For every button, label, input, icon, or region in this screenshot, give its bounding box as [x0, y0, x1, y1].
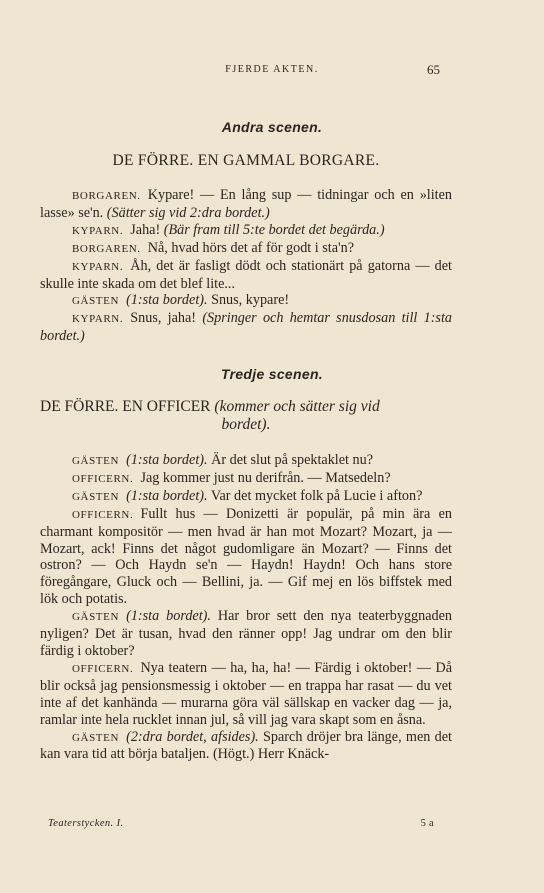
dialogue-line	[40, 660, 452, 729]
stage-direction: (1:sta bordet).	[126, 608, 211, 625]
dialogue-line	[40, 488, 452, 506]
dialogue-line	[40, 292, 452, 310]
stage-direction: (Springer och hemtar snusdosan till 1:sta bordet.)	[40, 310, 452, 345]
line-text-after: Sparch dröjer bra länge, men det kan vara tid att börja bataljen. (Högt.) Herr Knäck-	[40, 728, 452, 763]
line-text-after: Har bror sett den nya teaterbyggnaden nyligen? Det är tusan, hvad den ränner opp! Jag undrar om den blir färdig i oktober?	[40, 608, 452, 659]
page-number: 65	[427, 62, 440, 77]
dialogue-line	[40, 240, 452, 258]
line-text: Åh, det är fasligt dödt och stationärt på gatorna — det skulle inte skada om det blef lite...	[40, 257, 452, 292]
speaker-name: GÄSTEN	[72, 490, 119, 503]
speaker-name: OFFICERN.	[72, 472, 134, 485]
scene-heading-characters: DE FÖRRE. EN OFFICER	[40, 398, 215, 415]
page-footer	[48, 818, 448, 834]
scene-heading-direction-cont: bordet).	[221, 416, 271, 433]
footer-signature: Teaterstycken. I.	[48, 818, 124, 829]
dialogue-line	[40, 506, 452, 608]
dialogue-line	[40, 222, 452, 240]
stage-direction: (Sätter sig vid 2:dra bordet.)	[106, 204, 270, 221]
speaker-name: OFFICERN.	[72, 662, 134, 675]
speaker-name: BORGAREN.	[72, 242, 141, 255]
footer-sheet-mark: 5 a	[420, 818, 434, 829]
scene-heading-andra: DE FÖRRE. EN GAMMAL BORGARE.	[112, 152, 380, 169]
line-text: Jaha!	[130, 221, 164, 238]
line-text: Snus, jaha!	[130, 310, 203, 327]
line-text-after: Är det slut på spektaklet nu?	[207, 452, 374, 468]
stage-direction: (1:sta bordet).	[126, 452, 208, 468]
stage-direction: (2:dra bordet, afsides).	[126, 728, 259, 745]
scene-title-andra: Andra scenen.	[221, 119, 323, 135]
scene-title-tredje: Tredje scenen.	[221, 366, 323, 382]
dialogue-line	[40, 258, 452, 293]
stage-direction: (1:sta bordet).	[126, 292, 208, 309]
line-text: Fullt hus — Donizetti är populär, på min ära en charmant kompositör — men hvad är han mot Mozart? Mozart, ja — Mozart, ack! Finns det något gudomligare än Mozart? — Finns det ostron? — Och Haydn se'n — Haydn! Haydn! Och hans store föregångare, Gluck och — Bellini, ja. — Gif mej en lös biffstek med lök och potatis.	[40, 505, 452, 608]
line-text-after: Var det mycket folk på Lucie i afton?	[207, 487, 423, 504]
speaker-name: BORGAREN.	[72, 190, 141, 202]
scene-heading-tredje	[40, 398, 452, 434]
speaker-name: KYPARN.	[72, 260, 124, 273]
line-text: Nya teatern — ha, ha, ha! — Färdig i oktober! — Då blir också jag pensionsmessig i oktober — en trappa har rasat — du vet inte af det kanhända — murarna göra väl sällskap en vacker dag — ja, ramlar inte hela rucklet innan jul, så vill jag vara skapt som en åsna.	[40, 659, 452, 728]
line-text: Nå, hvad hörs det af för godt i sta'n?	[147, 239, 354, 256]
dialogue-line	[40, 452, 452, 470]
speaker-name: GÄSTEN	[72, 731, 119, 744]
speaker-name: GÄSTEN	[72, 611, 119, 624]
speaker-name: GÄSTEN	[72, 455, 119, 467]
speaker-name: KYPARN.	[72, 313, 124, 326]
stage-direction: (Bär fram till 5:te bordet det begärda.)	[163, 221, 385, 238]
dialogue-line	[40, 729, 452, 764]
line-text: Jag kommer just nu derifrån. — Matsedeln?	[140, 469, 391, 486]
speaker-name: KYPARN.	[72, 224, 124, 237]
line-text: Kypare! — En lång sup — tidningar och en »liten lasse» se'n.	[40, 187, 452, 221]
running-title: FJERDE AKTEN.	[225, 64, 319, 75]
line-text-after: Snus, kypare!	[207, 292, 290, 309]
stage-direction: (1:sta bordet).	[126, 487, 208, 504]
dialogue-line	[40, 187, 452, 222]
dialogue-line	[40, 310, 452, 345]
dialogue-line	[40, 608, 452, 660]
speaker-name: OFFICERN.	[72, 508, 134, 521]
running-header	[0, 64, 544, 80]
scene2-dialogue	[40, 452, 452, 763]
dialogue-line	[40, 470, 452, 488]
scene1-dialogue	[40, 187, 452, 345]
scene-heading-direction: (kommer och sätter sig vid	[214, 398, 380, 415]
speaker-name: GÄSTEN	[72, 295, 119, 308]
